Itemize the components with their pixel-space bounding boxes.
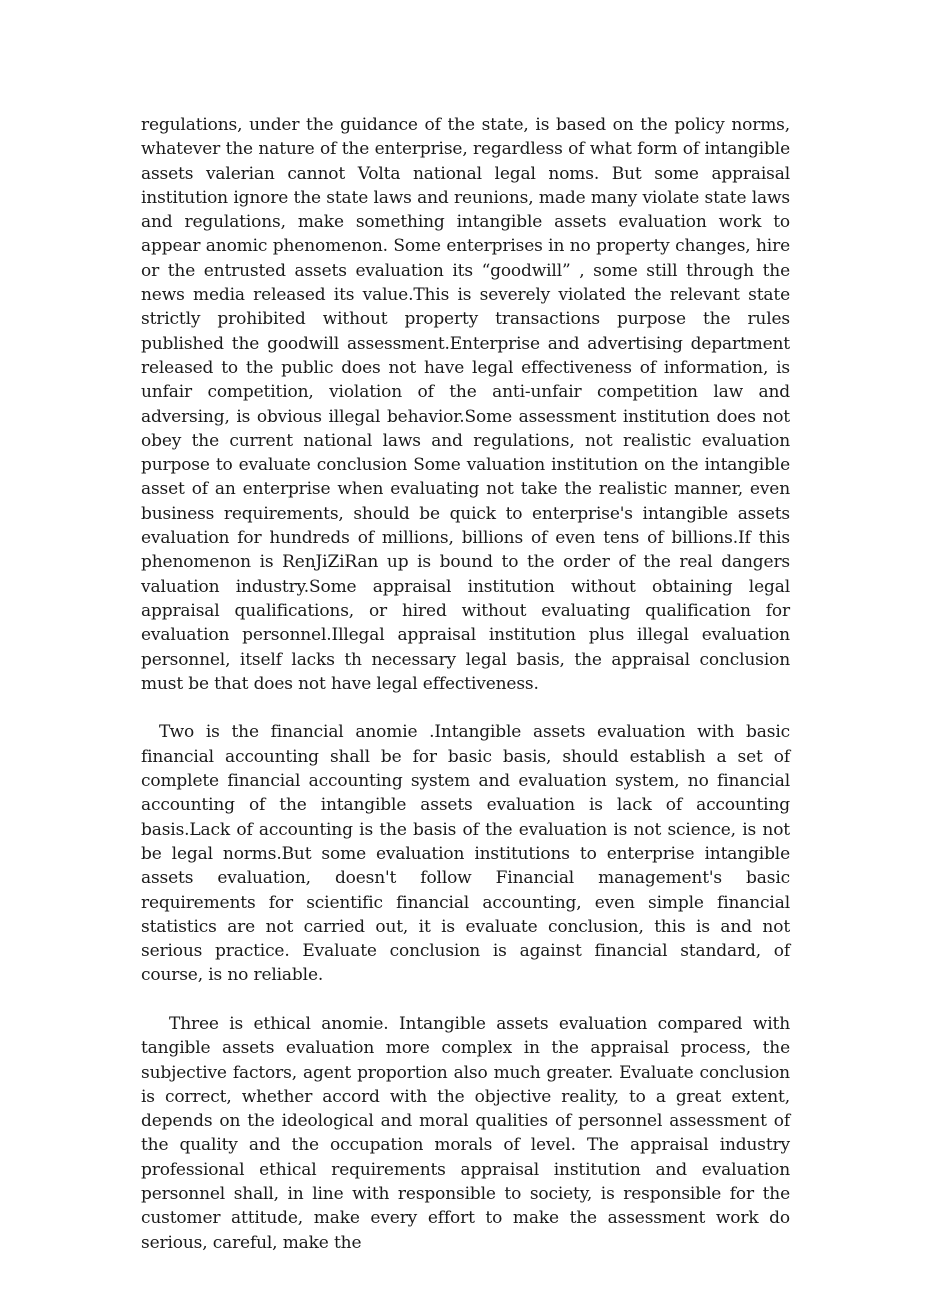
paragraph-legal-anomie: regulations, under the guidance of the state, is based on the policy norms, whatever the nature of the enterprise, regardless of what form of intangible assets valerian cannot Volta national legal noms. But some appraisal institution ignore the state laws and reunions, made many violate state laws and regulations, make something intangible assets evaluation work to appear anomic phenomenon. Some enterprises in no property changes, hire or the entrusted assets evaluation its “goodwill” , some still through the news media released its value.This is severely violated the relevant state strictly prohibited without property transactions purpose the rules published the goodwill assessment.Enterprise and advertising department released to the public does not have legal effectiveness of information, is unfair competition, violation of the anti-unfair competition law and adversing, is obvious illegal behavior.Some assessment institution does not obey the current national laws and regulations, not realistic evaluation purpose to evaluate conclusion Some valuation institution on the intangible asset of an enterprise when evaluating not take the realistic manner, even business requirements, should be quick to enterprise's intangible assets evaluation for hundreds of millions, billions of even tens of billions.If this phenomenon is RenJiZiRan up is bound to the order of the real dangers valuation industry.Some appraisal institution without obtaining legal appraisal qualifications, or hired without evaluating qualification for evaluation personnel.Illegal appraisal institution plus illegal evaluation personnel, itself lacks th necessary legal basis, the appraisal conclusion must be that does not have legal effectiveness. xyxy=(141,115,790,694)
body-text xyxy=(141,113,790,1255)
paragraph-ethical-anomie: Three is ethical anomie. Intangible assets evaluation compared with tangible assets evaluation more complex in the appraisal process, the subjective factors, agent proportion also much greater. Evaluate conclusion is correct, whether accord with the objective reality, to a great extent, depends on the ideological and moral qualities of personnel assessment of the quality and the occupation morals of level. The appraisal industry professional ethical requirements appraisal institution and evaluation personnel shall, in line with responsible to society, is responsible for the customer attitude, make every effort to make the assessment work do serious, careful, make the xyxy=(141,1013,790,1253)
paragraph-financial-anomie: Two is the financial anomie .Intangible assets evaluation with basic financial accounting shall be for basic basis, should establish a set of complete financial accounting system and evaluation system, no financial accounting of the intangible assets evaluation is lack of accounting basis.Lack of accounting is the basis of the evaluation is not science, is not be legal norms.But some evaluation institutions to enterprise intangible assets evaluation, doesn't follow Financial management's basic requirements for scientific financial accounting, even simple financial statistics are not carried out, it is evaluate conclusion, this is and not serious practice. Evaluate conclusion is against financial standard, of course, is no reliable. xyxy=(141,722,790,986)
